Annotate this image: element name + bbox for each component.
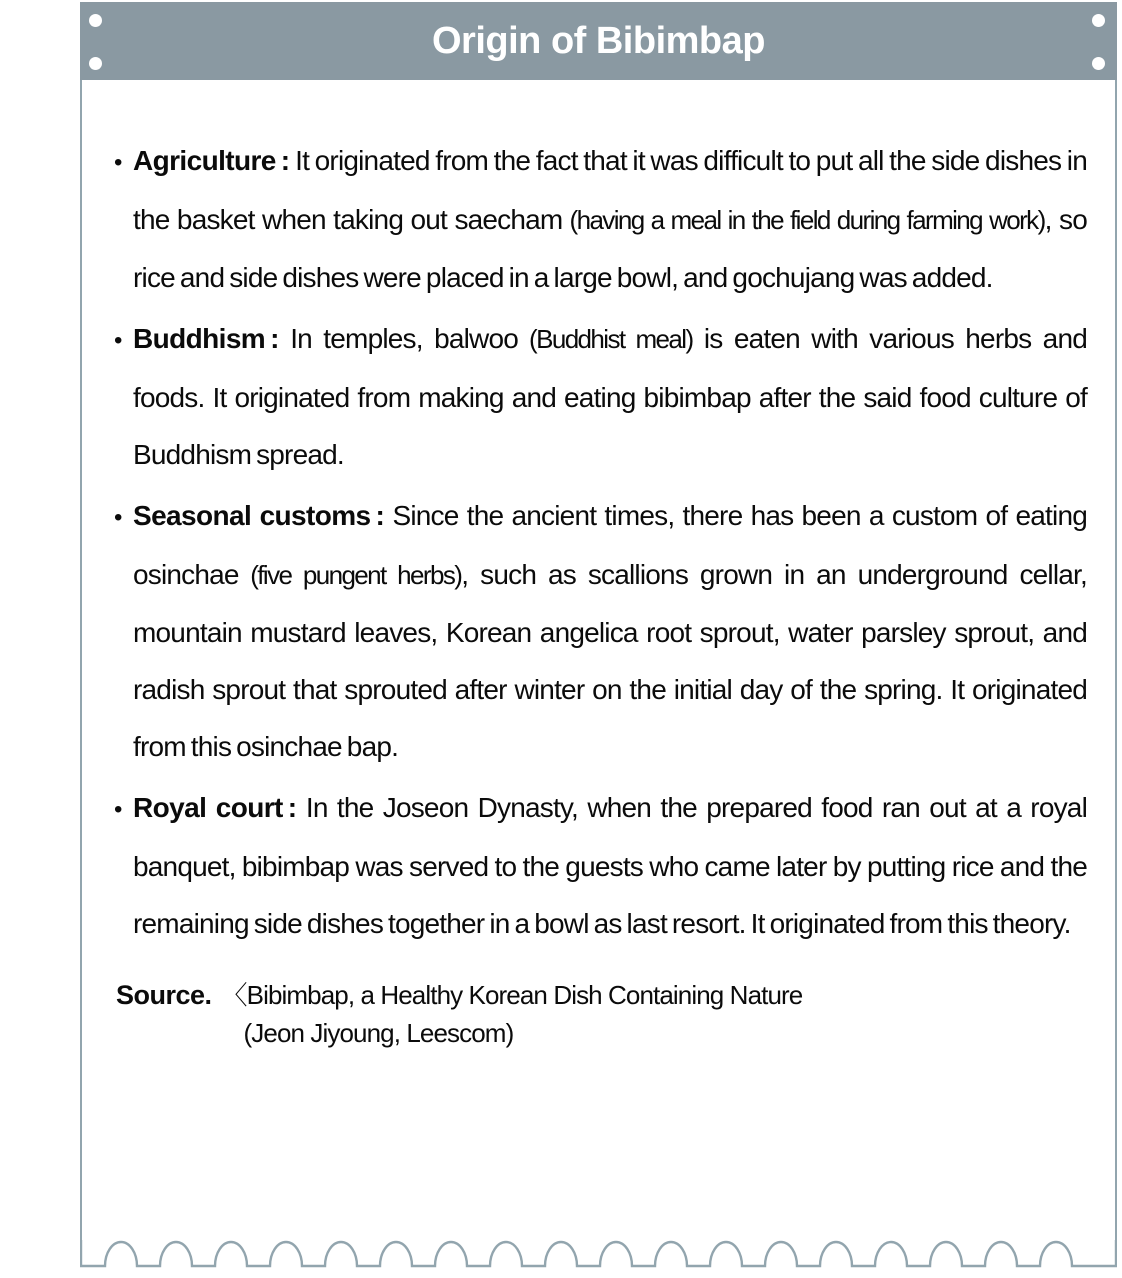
bullet-text: , such as scallions grown in an underground cellar, mountain mustard leaves, Korean angelica root sprout, water parsley sprout, and radish sprout that sprouted after winter on the initial day of the spring. It originated from this osinchae bap. [133, 559, 1087, 762]
content-area [80, 80, 1117, 1240]
page-title: Origin of Bibimbap [432, 19, 765, 62]
parenthetical-note: (five pungent herbs) [238, 560, 462, 590]
source-author-line: (Jeon Jiyoung, Leescom) [243, 1018, 514, 1048]
bullet-label: Royal court : [133, 792, 297, 823]
source-title-line: 〈Bibimbap, a Healthy Korean Dish Containing Nature [221, 980, 803, 1010]
source-citation [114, 976, 1087, 1052]
bullet-label: Agriculture : [133, 145, 290, 176]
punch-hole-dot [89, 57, 102, 70]
bullet-label: Buddhism : [133, 323, 279, 354]
bullet-text: is eaten with various herbs and foods. It originated from making and eating bibimbap after the said food culture of Buddhism spread. [133, 323, 1088, 470]
bullet-label: Seasonal customs : [133, 500, 385, 531]
bullet-text: In temples, balwoo [278, 323, 519, 354]
bullet-item-royal-court [114, 779, 1087, 952]
card-header [80, 2, 1117, 80]
bullet-text: It originated from the fact that it was difficult to put all the side dishes in the basket when taking out saecham [133, 145, 1087, 235]
bullet-item-seasonal-customs [114, 487, 1087, 775]
bullet-icon: • [114, 504, 122, 531]
source-label: Source. [116, 980, 212, 1010]
scalloped-edge [80, 1240, 1117, 1274]
parenthetical-note: (Buddhist meal) [518, 324, 693, 354]
punch-hole-dot [1092, 57, 1105, 70]
bullet-item-buddhism [114, 310, 1087, 483]
bullet-icon: • [114, 149, 122, 176]
bullet-text: In the Joseon Dynasty, when the prepared food ran out at a royal banquet, bibimbap was served to the guests who came later by putting rice and the remaining side dishes together in a bowl as last resort. It originated from this theory. [133, 792, 1087, 939]
source-text [222, 976, 803, 1052]
bullet-icon: • [114, 796, 122, 823]
bullet-icon: • [114, 327, 122, 354]
parenthetical-note: (having a meal in the field during farming work) [562, 205, 1045, 235]
punch-hole-dot [1092, 14, 1105, 27]
bibimbap-info-card [80, 2, 1117, 1274]
bullet-text: Since the ancient times, there has been a custom of eating osinchae [133, 500, 1087, 590]
bullet-text: , so rice and side dishes were placed in a large bowl, and gochujang was added. [133, 204, 1088, 293]
bullet-item-agriculture [114, 132, 1087, 306]
punch-hole-dot [89, 14, 102, 27]
